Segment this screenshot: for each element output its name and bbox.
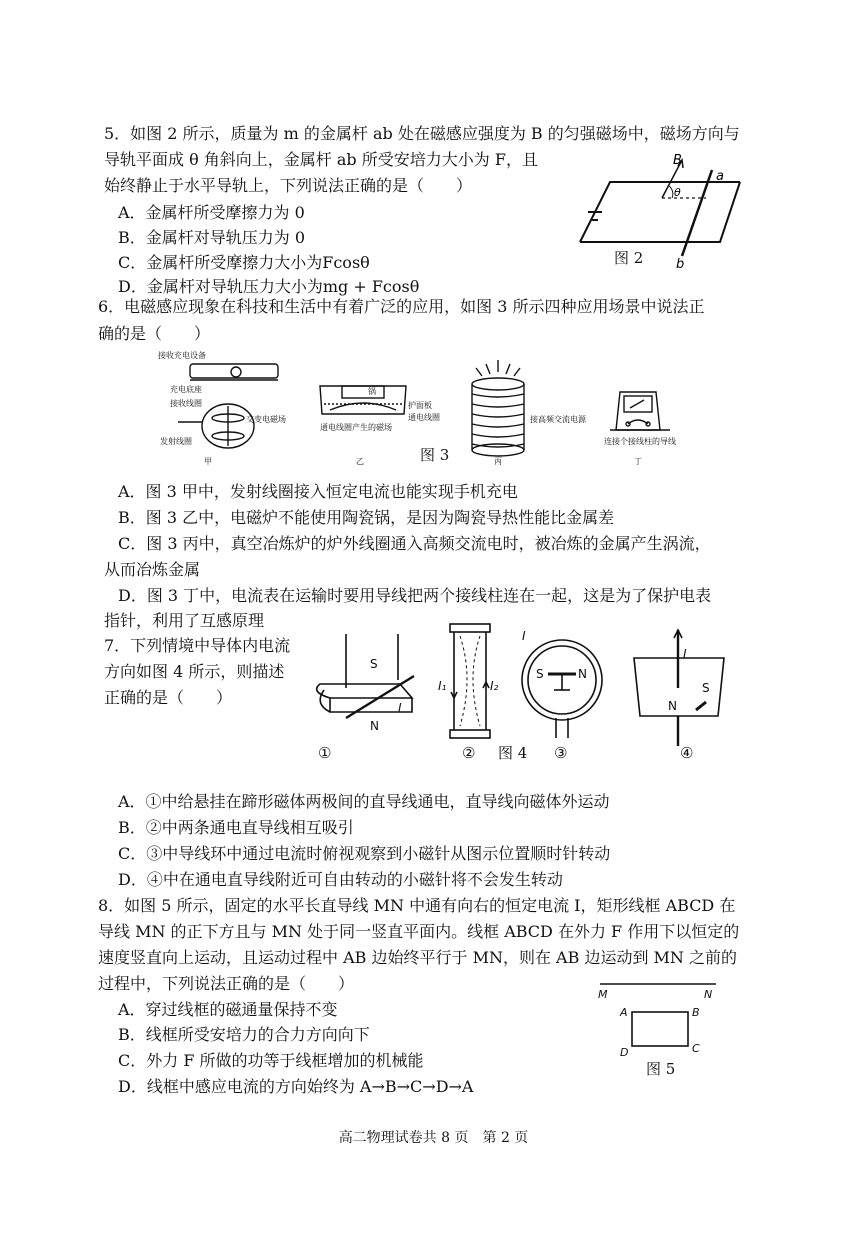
fig4-number-4: ④ — [680, 744, 694, 762]
q6-option-a: A．图 3 甲中，发射线圈接入恒定电流也能实现手机充电 — [118, 482, 518, 501]
fig4-1-label-i: I — [398, 701, 402, 715]
fig4-number-2: ② — [462, 744, 476, 762]
fig3-label-ding: 丁 — [634, 457, 642, 466]
fig3-label-recv-coil: 接收线圈 — [170, 399, 202, 408]
q8-stem-line4: 过程中，下列说法正确的是（ ） — [98, 974, 355, 993]
q8-option-c: C．外力 F 所做的功等于线框增加的机械能 — [118, 1051, 424, 1070]
q8-stem-line3: 速度竖直向上运动，且运动过程中 AB 边始终平行于 MN，则在 AB 边运动到 MN 之前的 — [98, 948, 737, 967]
figure-2-rails-diagram — [570, 150, 750, 270]
fig5-label-m: M — [598, 988, 608, 1001]
fig3-label-pot: 锅 — [368, 387, 376, 396]
fig2-label-b-field: B — [673, 153, 682, 168]
fig3-label-eddy: 通电线圈产生的磁场 — [320, 423, 392, 432]
fig4-3-label-i: I — [522, 629, 526, 643]
fig3-label-hf-current: 接高频交流电源 — [530, 415, 586, 424]
q6-option-b: B．图 3 乙中，电磁炉不能使用陶瓷锅，是因为陶瓷导热性能比金属差 — [118, 508, 615, 527]
fig3-label-bing: 丙 — [494, 457, 502, 466]
fig4-1-label-s: S — [370, 657, 378, 671]
fig5-label-a: A — [620, 1006, 628, 1019]
q8-stem-line1: 8．如图 5 所示，固定的水平长直导线 MN 中通有向右的恒定电流 I，矩形线框 ABCD 在 — [98, 896, 736, 915]
fig3-label-tx-coil: 发射线圈 — [160, 437, 192, 446]
fig4-3-label-n: N — [578, 667, 587, 681]
q7-stem-line3: 正确的是（ ） — [104, 688, 233, 707]
figure-4-caption: 图 4 — [498, 744, 528, 762]
fig4-4-label-s: S — [702, 681, 710, 695]
q6-option-d: D．图 3 丁中，电流表在运输时要用导线把两个接线柱连在一起，这是为了保护电表 — [118, 586, 712, 605]
q6-stem-line1: 6．电磁感应现象在科技和生活中有着广泛的应用，如图 3 所示四种应用场景中说法正 — [98, 297, 705, 316]
figure-5-caption: 图 5 — [646, 1060, 676, 1078]
q7-stem-line1: 7．下列情境中导体内电流 — [104, 636, 291, 655]
fig3-label-charge-base: 充电底座 — [170, 385, 202, 394]
q7-option-a: A．①中给悬挂在蹄形磁体两极间的直导线通电，直导线向磁体外运动 — [118, 792, 610, 811]
q6-stem-line2: 确的是（ ） — [98, 324, 211, 343]
fig4-number-1: ① — [318, 744, 332, 762]
figure-5-wire-and-frame — [592, 972, 722, 1062]
fig4-3-label-s: S — [536, 667, 544, 681]
fig5-label-b: B — [692, 1006, 700, 1019]
fig4-4-label-n: N — [668, 699, 677, 713]
fig3-label-yi: 乙 — [356, 457, 364, 466]
q7-stem-line2: 方向如图 4 所示，则描述 — [104, 662, 285, 681]
q7-option-b: B．②中两条通电直导线相互吸引 — [118, 818, 354, 837]
q6-option-c: C．图 3 丙中，真空冶炼炉的炉外线圈通入高频交流电时，被冶炼的金属产生涡流， — [118, 534, 711, 553]
q5-option-b: B．金属杆对导轨压力为 0 — [118, 228, 306, 247]
q5-option-c: C．金属杆所受摩擦力大小为Fcosθ — [118, 253, 370, 272]
q5-stem-line2: 导轨平面成 θ 角斜向上，金属杆 ab 所受安培力大小为 F，且 — [104, 150, 538, 169]
page-footer: 高二物理试卷共 8 页 第 2 页 — [338, 1130, 529, 1146]
q8-option-b: B．线框所受安培力的合力方向向下 — [118, 1025, 370, 1044]
fig3-label-meter-note: 连接个接线柱的导线 — [604, 437, 676, 446]
figure-2-caption: 图 2 — [614, 249, 644, 267]
fig2-label-a: a — [716, 169, 724, 184]
fig5-label-c: C — [692, 1042, 700, 1055]
fig4-2-label-i2: I₂ — [490, 679, 499, 693]
figure-3-caption: 图 3 — [420, 446, 450, 464]
fig3-label-recv-device: 接收充电设备 — [158, 351, 206, 360]
fig2-label-b: b — [676, 257, 685, 270]
q8-stem-line2: 导线 MN 的正下方且与 MN 处于同一竖直平面内。线框 ABCD 在外力 F 作用下以恒定的 — [98, 922, 740, 941]
q5-stem-line1: 5．如图 2 所示，质量为 m 的金属杆 ab 处在磁感应强度为 B 的匀强磁场中，磁场方向与 — [104, 124, 740, 143]
fig3-label-ac-field: 交变电磁场 — [246, 415, 286, 424]
q8-option-d: D．线框中感应电流的方向始终为 A→B→C→D→A — [118, 1077, 474, 1096]
q6-option-d-cont: 指针，利用了互感原理 — [104, 611, 265, 630]
fig4-4-label-i: I — [683, 647, 687, 661]
fig2-label-theta: θ — [674, 186, 681, 199]
fig4-1-label-n: N — [370, 719, 379, 733]
q6-option-c-cont: 从而冶炼金属 — [104, 560, 201, 579]
q5-option-d: D．金属杆对导轨压力大小为mg + Fcosθ — [118, 277, 420, 296]
q5-option-a: A．金属杆所受摩擦力为 0 — [118, 203, 305, 222]
q8-option-a: A．穿过线框的磁通量保持不变 — [118, 1000, 338, 1019]
fig3-label-jia: 甲 — [204, 457, 212, 466]
fig3-label-coil: 通电线圈 — [408, 413, 440, 422]
fig4-number-3: ③ — [554, 744, 568, 762]
q7-option-c: C．③中导线环中通过电流时俯视观察到小磁针从图示位置顺时针转动 — [118, 844, 611, 863]
fig4-2-label-i1: I₁ — [438, 679, 447, 693]
fig5-label-n: N — [704, 988, 713, 1001]
q7-option-d: D．④中在通电直导线附近可自由转动的小磁针将不会发生转动 — [118, 870, 563, 889]
q5-stem-line3: 始终静止于水平导轨上，下列说法正确的是（ ） — [104, 176, 473, 195]
fig5-label-d: D — [620, 1046, 629, 1059]
fig3-label-panel: 护面板 — [408, 401, 432, 410]
